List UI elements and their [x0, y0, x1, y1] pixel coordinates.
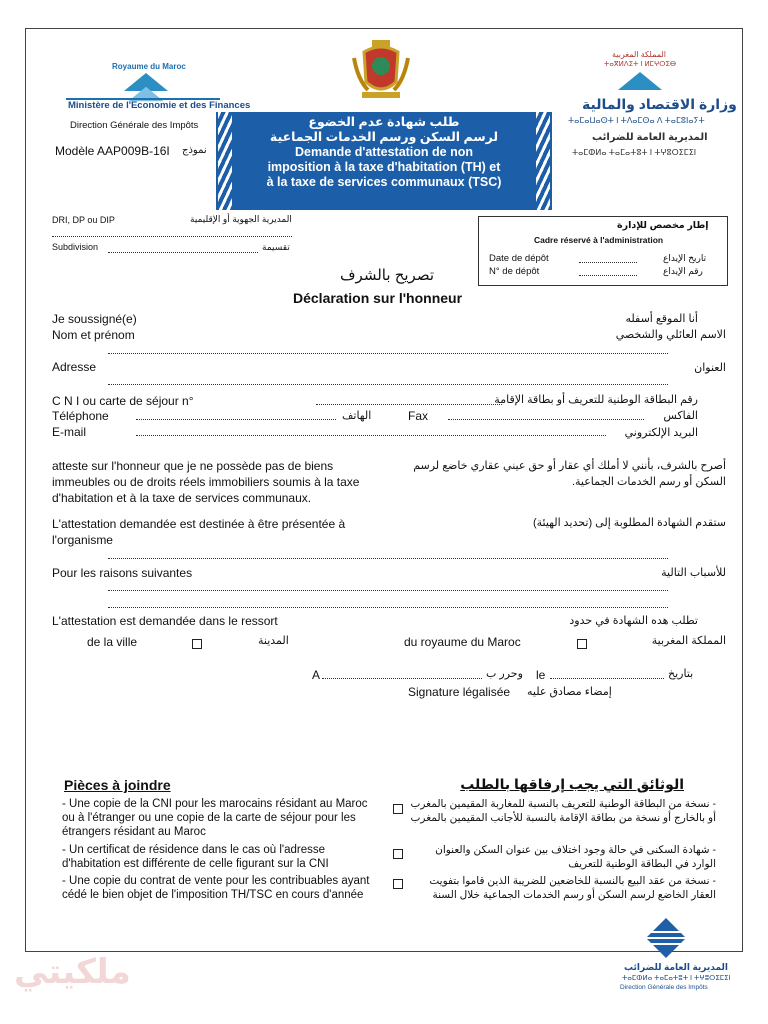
date-depot-label: Date de dépôt: [489, 253, 549, 264]
subdivision-label: Subdivision: [52, 242, 99, 252]
soussigne-label: Je soussigné(e): [52, 312, 137, 326]
sign-place-label-ar: وحرر ب: [486, 668, 523, 680]
royaume-option-label-ar: المملكة المغربية: [651, 635, 726, 647]
piece-item-fr-2: - Un certificat de résidence dans le cas où l'adresse d'habitation est différente de celle figurant sur la CNI: [62, 844, 329, 870]
reasons-label-ar: للأسباب التالية: [661, 567, 726, 579]
num-depot-label: N° de dépôt: [489, 266, 540, 277]
dgi-emblem-icon: [644, 916, 688, 960]
left-ministry-logo: [66, 62, 251, 132]
title-fr-1: Demande d'attestation de non: [295, 145, 473, 159]
dri-input[interactable]: [52, 236, 292, 237]
logo-ministry-fr: Ministère de l'Economie et des Finances: [68, 100, 251, 111]
model-number-ar: نموذج: [182, 145, 207, 156]
pieces-title-fr: Pièces à joindre: [64, 777, 171, 793]
declaration-title-ar: تصريح بالشرف: [340, 267, 435, 284]
adresse-label-ar: العنوان: [694, 362, 726, 374]
declaration-title-fr: Déclaration sur l'honneur: [293, 290, 463, 306]
dri-label-ar: المديرية الجهوية أو الإقليمية: [190, 214, 292, 224]
cni-label-ar: رقم البطاقة الوطنية للتعريف أو بطاقة الإقامة: [494, 394, 698, 406]
fax-label-ar: الفاكس: [663, 410, 698, 422]
destination-label-ar: ستقدم الشهادة المطلوبة إلى (تحديد الهيئة): [532, 517, 726, 529]
num-depot-input[interactable]: [579, 275, 637, 276]
telephone-label-ar: الهاتف: [342, 410, 372, 422]
signature-label-ar: إمضاء مصادق عليه: [527, 686, 612, 698]
subdivision-input[interactable]: [108, 252, 258, 253]
royaume-checkbox[interactable]: [577, 639, 587, 649]
num-depot-label-ar: رقم الإيداع: [663, 266, 703, 276]
sign-date-input[interactable]: [550, 678, 664, 679]
pieces-title-ar: الوثائق التي يجب إرفاقها بالطلب: [460, 776, 684, 792]
attest-text-fr: atteste sur l'honneur que je ne possède pas de biens immeubles ou de droits réels immobiliers soumis à la taxe d'habitation et à la taxe de services communaux.: [52, 459, 360, 505]
email-label-ar: البريد الإلكتروني: [624, 427, 698, 439]
cni-label: C N I ou carte de séjour n°: [52, 394, 194, 408]
reasons-input-2[interactable]: [108, 607, 668, 608]
nom-label: Nom et prénom: [52, 328, 135, 342]
ville-option-label-ar: المدينة: [258, 635, 289, 647]
watermark-logo: ملكيتي: [14, 953, 131, 991]
reasons-label: Pour les raisons suivantes: [52, 566, 193, 580]
dgi-emblem-icon: [618, 72, 662, 90]
fax-input[interactable]: [448, 419, 644, 420]
royaume-option-label: du royaume du Maroc: [404, 635, 521, 649]
piece-item-ar-3: - نسخة من عقد البيع بالنسبة للخاضعين للضريبة الذين قاموا بتفويت العقار الخاضع لرسم السكن أو رسم الخدمات الجماعية خلال السنة: [429, 875, 716, 901]
nom-label-ar: الاسم العائلي والشخصي: [615, 329, 726, 341]
ville-option-label: de la ville: [87, 635, 138, 649]
logo-kingdom-ar: المملكة المغربية: [612, 50, 666, 59]
ressort-label: L'attestation est demandée dans le ressort: [52, 614, 278, 628]
logo-direction-ar: المديرية العامة للضرائب: [592, 132, 708, 143]
title-ar-2: لرسم السكن ورسم الخدمات الجماعية: [269, 130, 499, 144]
piece-checkbox-2[interactable]: [393, 849, 403, 859]
fax-label: Fax: [408, 409, 429, 423]
adresse-input[interactable]: [108, 384, 668, 385]
title-ar-1: طلب شهادة عدم الخضوع: [308, 115, 460, 129]
dri-label: DRI, DP ou DIP: [52, 215, 115, 225]
telephone-input[interactable]: [136, 419, 336, 420]
title-fr-3: à la taxe de services communaux (TSC): [266, 175, 502, 189]
piece-checkbox-3[interactable]: [393, 879, 403, 889]
ressort-label-ar: تطلب هده الشهادة في حدود: [569, 615, 698, 627]
logo-direction-fr: Direction Générale des Impôts: [70, 120, 199, 131]
right-ministry-logo: [564, 50, 737, 162]
piece-checkbox-1[interactable]: [393, 804, 403, 814]
piece-item-ar-1: - نسخة من البطاقة الوطنية للتعريف بالنسبة للمغاربة المقيمين بالمغرب أو بالخارج أو نسخة من بطاقة الإقامة بالنسبة للأجانب المقيمين بالمغرب: [410, 798, 716, 824]
admin-reserved-box: [478, 216, 728, 286]
piece-item-fr-3: - Une copie du contrat de vente pour les contribuables ayant cédé le bien objet de l'imposition TH/TSC en cours d'année: [62, 875, 370, 901]
model-number: Modèle AAP009B-16I: [55, 144, 170, 158]
reasons-input-1[interactable]: [108, 590, 668, 591]
destination-input[interactable]: [108, 558, 668, 559]
nom-input[interactable]: [108, 353, 668, 354]
date-depot-input[interactable]: [579, 262, 637, 263]
logo-direction-tifinagh: ⵜⴰⵎⵀⵍⴰ ⵜⴰⵎⴰⵜⵓⵜ ⵏ ⵜⵖⵓⵔⵉⵎⵉⵏ: [572, 148, 697, 157]
date-depot-label-ar: تاريخ الإيداع: [663, 253, 707, 263]
cni-input[interactable]: [316, 404, 502, 405]
footer-logo-tifinagh: ⵜⴰⵎⵀⵍⴰ ⵜⴰⵎⴰⵜⵓⵜ ⵏ ⵜⵖⵓⵔⵉⵎⵉⵏ: [622, 975, 731, 982]
sign-date-label: le: [536, 668, 546, 682]
logo-kingdom-tifinagh: ⵜⴰⴳⵍⴷⵉⵜ ⵏ ⵍⵎⵖⵔⵉⴱ: [604, 61, 677, 68]
sign-date-label-ar: بتاريخ: [668, 668, 694, 680]
footer-logo-ar: المديرية العامة للضرائب: [624, 962, 728, 972]
signature-label: Signature légalisée: [408, 685, 511, 699]
email-label: E-mail: [52, 425, 87, 439]
email-input[interactable]: [136, 435, 606, 436]
logo-ministry-tifinagh: ⵜⴰⵎⴰⵡⴰⵙⵜ ⵏ ⵜⴷⴰⵎⵙⴰ ⴷ ⵜⴰⵎⵓⵏⴰⵢⵜ: [568, 116, 705, 125]
adresse-label: Adresse: [52, 360, 97, 374]
coat-of-arms-icon: [350, 38, 412, 102]
sign-place-input[interactable]: [322, 678, 482, 679]
destination-label: L'attestation demandée est destinée à être présentée à l'organisme: [52, 517, 346, 547]
subdivision-label-ar: تقسيمة: [262, 242, 290, 252]
piece-item-ar-2: - شهادة السكنى في حالة وجود اختلاف بين عنوان السكن والعنوان الوارد في البطاقة الوطنية للتعريف: [435, 844, 716, 870]
logo-ministry-ar: وزارة الاقتصاد والمالية: [582, 96, 737, 112]
admin-title-fr: Cadre réservé à l'administration: [534, 235, 664, 245]
footer-dgi-logo: [618, 916, 731, 996]
soussigne-label-ar: أنا الموقع أسفله: [625, 313, 698, 325]
title-fr-2: imposition à la taxe d'habitation (TH) et: [267, 160, 501, 174]
footer-logo-fr: Direction Générale des Impôts: [620, 984, 708, 991]
sign-place-label: A: [312, 668, 321, 682]
form-title-banner: [216, 112, 552, 210]
attest-text-ar: أصرح بالشرف، بأنني لا أملك أي عقار أو حق عيني عقاري خاضع لرسم السكن أو رسم الخدمات الجماعية.: [413, 460, 726, 488]
admin-title-ar: إطار مخصص للإدارة: [617, 220, 709, 231]
ville-checkbox[interactable]: [192, 639, 202, 649]
logo-kingdom-fr: Royaume du Maroc: [112, 62, 186, 71]
piece-item-fr-1: - Une copie de la CNI pour les marocains résidant au Maroc ou à l'étranger ou une copie de la carte de séjour pour les étrangers résidant au Maroc: [62, 798, 368, 838]
telephone-label: Téléphone: [52, 409, 109, 423]
